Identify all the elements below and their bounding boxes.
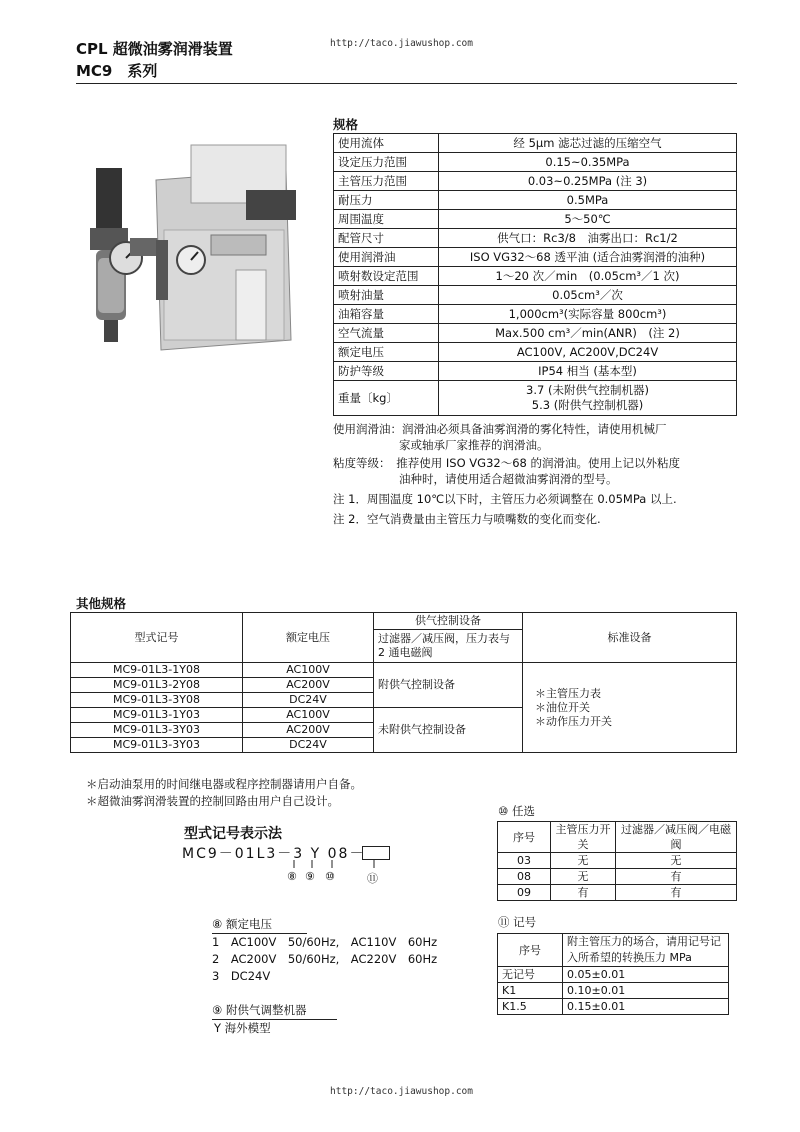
table-row: 03 无 无 [498,853,737,869]
table-row [71,663,737,678]
marking-table [497,933,729,1015]
table-row [334,229,737,248]
voltage-cell: AC200V [243,723,374,738]
spec-value [439,381,737,416]
table-row [334,134,737,153]
header-filter: 过滤器／减压阀／电磁阀 [616,822,737,853]
spec-value: AC100V, AC200V,DC24V [439,343,737,362]
spec-value: 0.03~0.25MPa (注 3) [439,172,737,191]
model-code: MC9－01L3－3 Y 08－ [182,846,366,862]
spec-key: 喷射油量 [334,286,439,305]
spec-key: 主管压力范围 [334,172,439,191]
table-row [334,153,737,172]
table-row [334,343,737,362]
spec-value: 0.05cm³／次 [439,286,737,305]
table-row [334,381,737,416]
table-row: 08 无 有 [498,869,737,885]
marking-title: ⑪ 记号 [498,915,537,929]
spec-key: 使用润滑油 [334,248,439,267]
note-line: 注 1．周围温度 10℃以下时，主管压力必须调整在 0.05MPa 以上. [333,492,677,506]
header-supply-sub: 过滤器／减压阀，压力表与 2 通电磁阀 [374,630,523,663]
supply-group-cell: 未附供气控制设备 [374,708,523,753]
spec-section-title: 规格 [333,117,359,132]
supply-option: Y 海外模型 [214,1021,271,1035]
other-spec-table [70,612,737,753]
header-model: 型式记号 [71,613,243,663]
supply-title: ⑨ 附供气调整机器 [212,1003,307,1017]
voltage-title: ⑧ 额定电压 [212,917,272,931]
document-title: CPL 超微油雾润滑装置 [76,40,233,58]
standard-cell [523,663,737,753]
spec-value: 1,000cm³(实际容量 800cm³) [439,305,737,324]
spec-key: 喷射数设定范围 [334,267,439,286]
model-cell: MC9-01L3-2Y08 [71,678,243,693]
model-cell: MC9-01L3-3Y03 [71,738,243,753]
header-url: http://taco.jiawushop.com [330,38,473,49]
code-mark: ⑨ [305,870,315,883]
footnote: ＊启动油泵用的时间继电器或程序控制器请用户自备。 [86,777,362,791]
table-row [334,305,737,324]
header-no: 序号 [498,822,551,853]
model-code-title: 型式记号表示法 [184,826,282,842]
voltage-cell: AC200V [243,678,374,693]
weight-line: 5.3 (附供气控制机器) [531,398,644,412]
spec-key: 空气流量 [334,324,439,343]
standard-item: ＊油位开关 [535,700,590,714]
table-row: K1.5 0.15±0.01 [498,999,729,1015]
spec-key: 防护等级 [334,362,439,381]
note-line: 家或轴承厂家推荐的润滑油。 [399,438,549,452]
other-section-title: 其他规格 [76,596,127,611]
header-supply: 供气控制设备 [374,613,523,630]
table-header-row [498,822,737,853]
spec-key: 耐压力 [334,191,439,210]
voltage-option: 2 AC200V 50/60Hz, AC220V 60Hz [212,952,438,966]
spec-value: 0.15~0.35MPa [439,153,737,172]
spec-key: 设定压力范围 [334,153,439,172]
table-row [334,191,737,210]
note-line: 注 2．空气消费量由主管压力与喷嘴数的变化而变化. [333,512,601,526]
spec-value: 经 5μm 滤芯过滤的压缩空气 [439,134,737,153]
table-row [334,210,737,229]
supply-group-cell: 附供气控制设备 [374,663,523,708]
code-mark: ⑧ [287,870,297,883]
model-cell: MC9-01L3-3Y08 [71,693,243,708]
options-title: ⑩ 任选 [498,804,535,818]
table-row: 无记号 0.05±0.01 [498,967,729,983]
table-row: K1 0.10±0.01 [498,983,729,999]
table-row [334,324,737,343]
table-header-row [71,613,737,630]
note-line: 使用润滑油：润滑油必须具备油雾润滑的雾化特性，请使用机械厂 [333,422,667,436]
table-row [334,248,737,267]
voltage-cell: AC100V [243,708,374,723]
code-mark: ⑩ [325,870,335,883]
table-header-row [498,934,729,967]
spec-value: 0.5MPa [439,191,737,210]
standard-item: ＊主管压力表 [535,686,601,700]
table-row: 09 有 有 [498,885,737,901]
footnote: ＊超微油雾润滑装置的控制回路由用户自己设计。 [86,794,339,808]
model-cell: MC9-01L3-1Y08 [71,663,243,678]
table-row [334,286,737,305]
table-row [334,267,737,286]
standard-item: ＊动作压力开关 [535,714,612,728]
spec-key: 额定电压 [334,343,439,362]
spec-key: 使用流体 [334,134,439,153]
header-switch: 主管压力开关 [551,822,616,853]
header-rule [76,83,737,84]
header-voltage: 额定电压 [243,613,374,663]
weight-line: 3.7 (未附供气控制机器) [526,383,649,397]
voltage-cell: AC100V [243,663,374,678]
series-label: MC9 系列 [76,62,158,80]
spec-value: 供气口：Rc3/8 油雾出口：Rc1/2 [439,229,737,248]
header-desc: 附主管压力的场合，请用记号记入所希望的转换压力 MPa [563,934,729,967]
header-no: 序号 [498,934,563,967]
model-cell: MC9-01L3-1Y03 [71,708,243,723]
spec-value: IP54 相当 (基本型) [439,362,737,381]
spec-key: 配管尺寸 [334,229,439,248]
product-photo [86,140,308,364]
voltage-option: 1 AC100V 50/60Hz, AC110V 60Hz [212,935,438,949]
spec-value: Max.500 cm³／min(ANR) (注 2) [439,324,737,343]
spec-value: 5～50℃ [439,210,737,229]
footer-url: http://taco.jiawushop.com [330,1086,473,1097]
note-line: 粘度等级： 推荐使用 ISO VG32～68 的润滑油。使用上记以外粘度 [333,456,681,470]
spec-table [333,133,737,416]
voltage-cell: DC24V [243,693,374,708]
voltage-cell: DC24V [243,738,374,753]
spec-key: 重量〔kg〕 [334,381,439,416]
voltage-option: 3 DC24V [212,969,271,983]
spec-key: 油箱容量 [334,305,439,324]
spec-value: 1～20 次／min (0.05cm³／1 次) [439,267,737,286]
options-table [497,821,737,901]
header-standard: 标准设备 [523,613,737,663]
table-row [334,362,737,381]
code-mark: ⑪ [367,872,378,885]
model-cell: MC9-01L3-3Y03 [71,723,243,738]
spec-value: ISO VG32～68 透平油 (适合油雾润滑的油种) [439,248,737,267]
notes-block [333,421,743,527]
note-line: 油种时，请使用适合超微油雾润滑的型号。 [399,472,618,486]
spec-key: 周围温度 [334,210,439,229]
table-row [334,172,737,191]
